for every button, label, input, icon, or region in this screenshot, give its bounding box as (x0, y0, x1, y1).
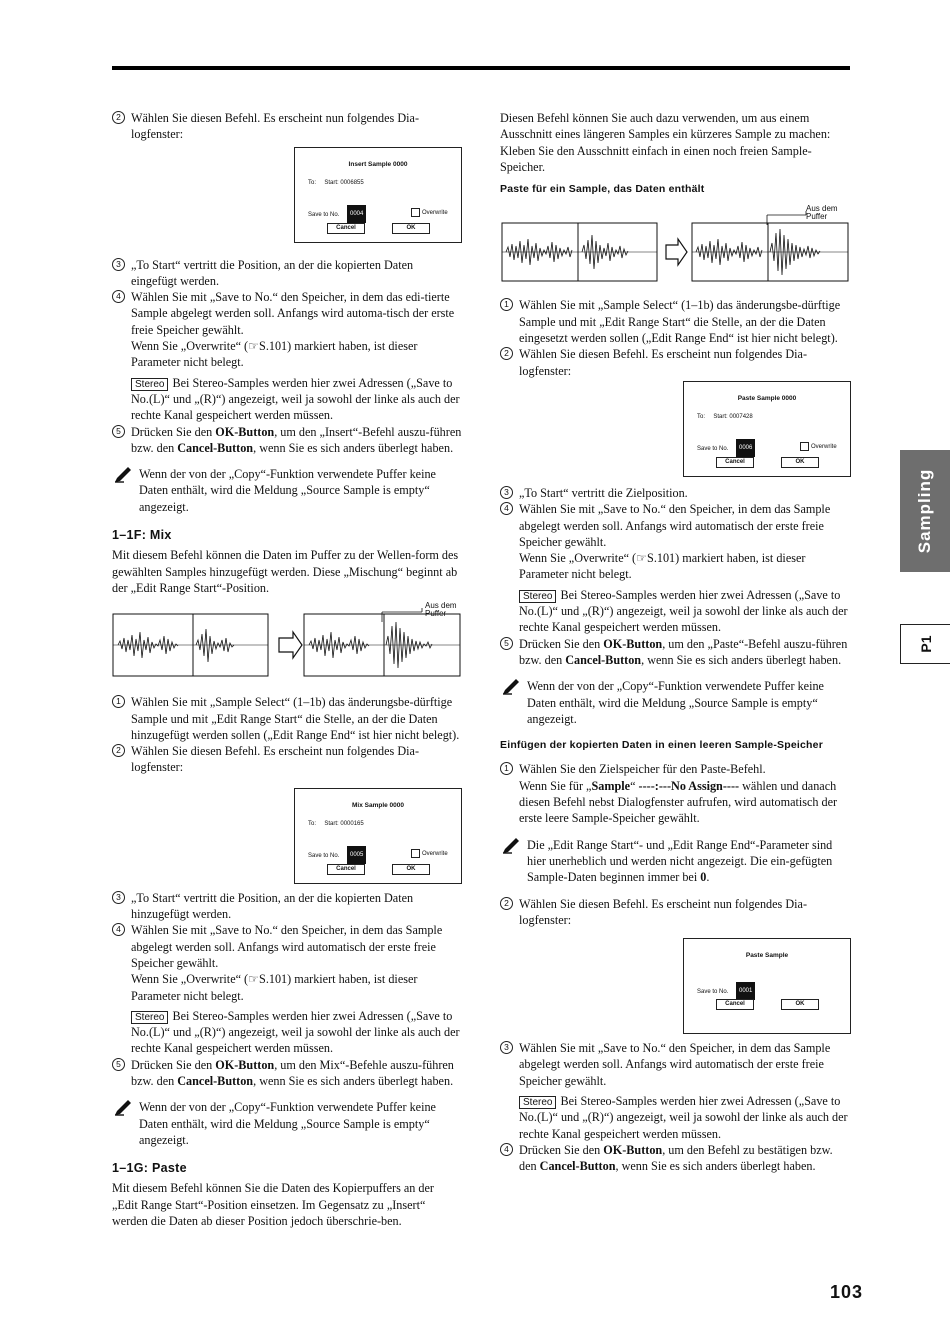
left-column (112, 110, 462, 1229)
empty-range-note: Die „Edit Range Start“- und „Edit Range End“-Parameter sind hier unerheblich und werden nicht angezeigt. Die ein-gefügten Sample-Daten beginnen immer bei 0. (500, 837, 850, 886)
empty-paste-dialog: Paste Sample Save to No. 0001 Cancel OK (683, 938, 851, 1034)
paste-waveform-diagram (500, 197, 850, 297)
mix-heading: 1–1F: Mix (112, 528, 172, 543)
mix-waveform-svg (112, 596, 462, 694)
pen-note-icon (114, 467, 132, 483)
paste-step-3: 3 „To Start“ vertritt die Zielposition. (500, 485, 850, 501)
insert-copy-note: Wenn der von der „Copy“-Funktion verwendete Puffer keine Daten enthält, wird die Meldung „Source Sample is empty“ angezeigt. (112, 466, 462, 515)
empty-step-4: 4 Drücken Sie den OK-Button, um den Befehl zu bestätigen bzw. den Cancel-Button, wenn Sie es sich anders überlegt haben. (500, 1142, 850, 1175)
paste-step-2: 2 Wählen Sie diesen Befehl. Es erscheint nun folgendes Dia-logfenster: (500, 346, 850, 379)
paste-heading: 1–1G: Paste (112, 1161, 187, 1176)
paste-buffer-label: Aus dem Puffer (806, 204, 838, 222)
paste-copy-note: Wenn der von der „Copy“-Funktion verwendete Puffer keine Daten enthält, wird die Meldung „Source Sample is empty“ angezeigt. (500, 678, 850, 727)
insert-stereo-note: Stereo Bei Stereo-Samples werden hier zwei Adressen („Save to No.(L)“ und „(R)“) angezeigt, weil ja sowohl der linke als auch der rechte Kanal gespeichert werden müssen. (131, 375, 460, 423)
paste-step-5: 5 Drücken Sie den OK-Button, um den „Paste“-Befehl auszu-führen bzw. den Cancel-Button, wenn Sie es sich anders überlegt haben. (500, 636, 850, 669)
mix-step-5: 5 Drücken Sie den OK-Button, um den Mix“-Befehle auszu-führen bzw. den Cancel-Button, wenn Sie es sich anders überlegt haben. (112, 1057, 462, 1090)
paste-step-4: 4 Wählen Sie mit „Save to No.“ den Speicher, in dem das Sample abgelegt werden soll. Anfangs wird automatisch der erste freie Speicher gewählt. (500, 501, 850, 550)
right-column (500, 110, 850, 1174)
mix-copy-note: Wenn der von der „Copy“-Funktion verwendete Puffer keine Daten enthält, wird die Meldung „Source Sample is empty“ angezeigt. (112, 1099, 462, 1148)
mix-step-4-note: Wenn Sie „Overwrite“ (☞S.101) markiert haben, ist dieser Parameter nicht belegt. (131, 972, 418, 1003)
mix-buffer-label: Aus dem Puffer (425, 601, 457, 619)
mix-step-1: 1 Wählen Sie mit „Sample Select“ (1–1b) das änderungsbe-dürftige Sample und mit „Edit Range Start“ die Stelle, an der die Daten hinzugefügt werden sollen („Edit Range End“ ist hier nicht belegt). (112, 694, 462, 743)
mix-intro: Mit diesem Befehl können die Daten im Puffer zu der Wellen-form des gewählten Samples hinzugefügt werden. Diese „Mischung“ beginnt ab der „Edit Range Start“-Position. (112, 548, 459, 595)
paste-subheading-1: Paste für ein Sample, das Daten enthält (500, 183, 705, 196)
empty-stereo-note: Stereo Bei Stereo-Samples werden hier zwei Adressen („Save to No.(L)“ und „(R)“) angezeigt, weil ja sowohl der linke als auch der rechte Kanal gespeichert werden müssen. (519, 1093, 848, 1141)
insert-step-4: 4 Wählen Sie mit „Save to No.“ den Speicher, in dem das edi-tierte Sample abgelegt werden soll. Anfangs wird automa-tisch der erste freie Speicher gewählt. (112, 289, 462, 338)
empty-step-1-detail: Wenn Sie für „Sample“ ----:---No Assign---- wählen und danach diesen Befehl nebst Dialogfenster aufrufen, wird automatisch der erste leere Sample-Speicher gewählt. (519, 778, 838, 826)
mix-step-3: 3 „To Start“ vertritt die Position, an der die kopierten Daten hinzugefügt werden. (112, 890, 462, 923)
paste-sample-dialog: Paste Sample 0000 To: Start: 0007428 Save to No. 0006 Overwrite Cancel OK (683, 381, 851, 477)
insert-sample-dialog: Insert Sample 0000 To: Start: 0006855 Save to No. 0004 Overwrite Cancel OK (294, 147, 462, 243)
paste-waveform-svg (500, 197, 850, 297)
paste-subheading-2: Einfügen der kopierten Daten in einen leeren Sample-Speicher (500, 739, 823, 752)
mix-waveform-diagram (112, 596, 462, 694)
paste-intro: Mit diesem Befehl können Sie die Daten des Kopierpuffers an der „Edit Range Start“-Position einsetzen. Im Gegensatz zu „Insert“ werden die Daten ab dieser Position jedoch überschrie-ben. (112, 1181, 434, 1229)
paste-stereo-note: Stereo Bei Stereo-Samples werden hier zwei Adressen („Save to No.(L)“ und „(R)“) angezeigt, weil ja sowohl der linke als auch der rechte Kanal gespeichert werden müssen. (519, 587, 848, 635)
pen-note-icon (114, 1100, 132, 1116)
empty-step-3: 3 Wählen Sie mit „Save to No.“ den Speicher, in dem das Sample abgelegt werden soll. Anfangs wird automatisch der erste freie Speicher gewählt. (500, 1040, 850, 1089)
insert-step-5: 5 Drücken Sie den OK-Button, um den „Insert“-Befehl auszu-führen bzw. den Cancel-Button, wenn Sie es sich anders überlegt haben. (112, 424, 462, 457)
pen-note-icon (502, 838, 520, 854)
paste-step-4-note: Wenn Sie „Overwrite“ (☞S.101) markiert haben, ist dieser Parameter nicht belegt. (519, 551, 806, 582)
insert-step-2: 2 Wählen Sie diesen Befehl. Es erscheint nun folgendes Dia-logfenster: (112, 110, 462, 143)
paste-step-1: 1 Wählen Sie mit „Sample Select“ (1–1b) das änderungsbe-dürftige Sample und mit „Edit Range Start“ die Stelle, an der die Daten eingesetzt werden sollen („Edit Range End“ ist hier nicht belegt). (500, 297, 850, 346)
mix-sample-dialog: Mix Sample 0000 To: Start: 0000165 Save to No. 0005 Overwrite Cancel OK (294, 788, 462, 884)
top-rule (112, 66, 850, 70)
insert-step-3: 3 „To Start“ vertritt die Position, an der die kopierten Daten eingefügt werden. (112, 257, 462, 290)
mix-step-2: 2 Wählen Sie diesen Befehl. Es erscheint nun folgendes Dia-logfenster: (112, 743, 462, 776)
empty-step-1: 1 Wählen Sie den Zielspeicher für den Paste-Befehl. (500, 761, 850, 777)
section-tab-sampling: Sampling (900, 450, 950, 572)
insert-step-4-note: Wenn Sie „Overwrite“ (☞S.101) markiert haben, ist dieser Parameter nicht belegt. (131, 339, 418, 370)
page-code-tab: P1 (900, 624, 950, 664)
pen-note-icon (502, 679, 520, 695)
empty-step-2: 2 Wählen Sie diesen Befehl. Es erscheint nun folgendes Dia-logfenster: (500, 896, 850, 929)
page-number: 103 (830, 1282, 864, 1302)
paste-continued: Diesen Befehl können Sie auch dazu verwenden, um aus einem Ausschnitt eines längeren Samples ein kürzeres Sample zu machen: Kleben Sie den Ausschnitt einfach in einen noch freien Sample-Speicher. (500, 111, 831, 174)
mix-stereo-note: Stereo Bei Stereo-Samples werden hier zwei Adressen („Save to No.(L)“ und „(R)“) angezeigt, weil ja sowohl der linke als auch der rechte Kanal gespeichert werden müssen. (131, 1008, 460, 1056)
mix-step-4: 4 Wählen Sie mit „Save to No.“ den Speicher, in dem das Sample abgelegt werden soll. Anfangs wird automatisch der erste freie Speicher gewählt. (112, 922, 462, 971)
